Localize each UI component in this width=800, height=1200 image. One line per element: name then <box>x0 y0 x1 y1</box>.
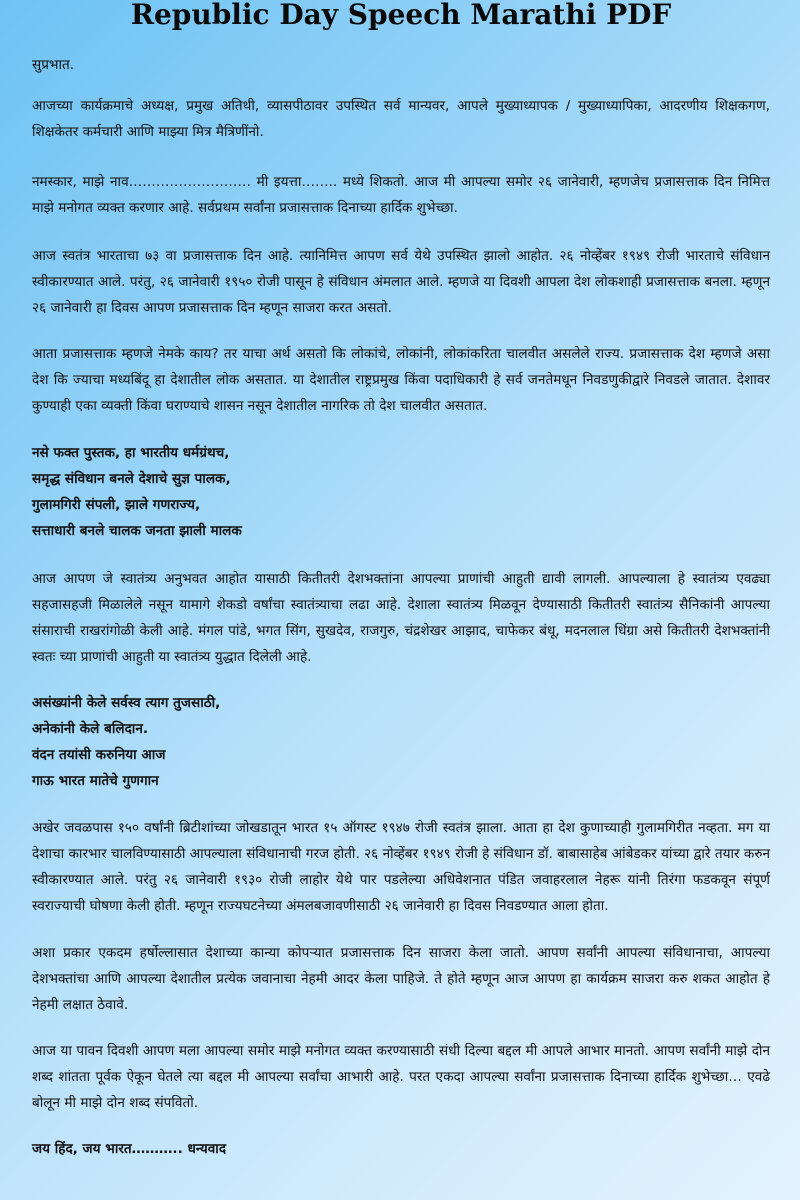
celebration-paragraph: अशा प्रकार एकदम हर्षोल्लासात देशाच्या कान्या कोपऱ्यात प्रजासत्ताक दिन साजरा केला जातो. आपण सर्वांनी आपल्या संविधानाचा, आपल्या देशभक्तांचा आणि आपल्या देशातील प्रत्येक जवानाचा नेहमी आदर केला पाहिजे. ते होते म्हणून आज आपण हा कार्यक्रम साजरा करु शकत आहोत हे नेहमी लक्षात ठेवावे. <box>32 945 770 1013</box>
page-title: Republic Day Speech Marathi PDF <box>130 0 672 31</box>
verse-constitution <box>32 440 770 544</box>
verse-line: समृद्ध संविधान बनले देशाचे सुज्ञ पालक, <box>32 471 231 487</box>
verse-sacrifice <box>32 690 770 794</box>
republic-day-paragraph: आज स्वतंत्र भारताचा ७३ वा प्रजासत्ताक दिन आहे. त्यानिमित्त आपण सर्व येथे उपस्थित झालो आहोत. २६ नोव्हेंबर १९४९ रोजी भारताचे संविधान स्वीकारण्यात आले. परंतु, २६ जानेवारी १९५० रोजी पासून हे संविधान अंमलात आले. म्हणजे या दिवशी आपला देश लोकशाही प्रजासत्ताक बनला. म्हणून २६ जानेवारी हा दिवस आपण प्रजासत्ताक दिन म्हणून साजरा करत असतो. <box>32 248 770 316</box>
republic-meaning-paragraph: आता प्रजासत्ताक म्हणजे नेमके काय? तर याचा अर्थ असतो कि लोकांचे, लोकांनी, लोकांकरिता चालवीत असलेले राज्य. प्रजासत्ताक देश म्हणजे असा देश कि ज्याचा मध्यबिंदू हा देशातील लोक असतात. या देशातील राष्ट्रप्रमुख किंवा पदाधिकारी हे सर्व जनतेमधून निवडणुकीद्वारे निवडले जातात. देशावर कुण्याही एका व्यक्ती किंवा घराण्याचे शासन नसून देशातील नागरिक तो देश चालवीत असतात. <box>32 346 770 414</box>
closing-text: जय हिंद, जय भारत……….. धन्यवाद <box>32 1141 227 1157</box>
thanks-paragraph: आज या पावन दिवशी आपण मला आपल्या समोर माझे मनोगत व्यक्त करण्यासाठी संधी दिल्या बद्दल मी आपले आभार मानतो. आपण सर्वांनी माझे दोन शब्द शांतता पूर्वक ऐकून घेतले त्या बद्दल मी आपल्या सर्वांचा आभारी आहे. परत एकदा आपल्या सर्वांना प्रजासत्ताक दिनाच्या हार्दिक शुभेच्छा… एवढे बोलून मी माझे दोन शब्द संपवितो. <box>32 1043 770 1111</box>
verse-line: अनेकांनी केले बलिदान. <box>32 721 149 737</box>
verse-line: वंदन तयांसी करुनिया आज <box>32 747 166 763</box>
verse-line: गुलामगिरी संपली, झाले गणराज्य, <box>32 497 201 513</box>
greeting: सुप्रभात. <box>32 57 75 73</box>
verse-line: गाऊ भारत मातेचे गुणगान <box>32 773 159 789</box>
verse-line: सत्ताधारी बनले चालक जनता झाली मालक <box>32 523 242 539</box>
closing-line <box>32 1136 770 1162</box>
introduction-paragraph: नमस्कार, माझे नाव……………………… मी इयत्ता…….. मध्ये शिकतो. आज मी आपल्या समोर २६ जानेवारी, म्हणजेच प्रजासत्ताक दिन निमित्त माझे मनोगत व्यक्त करणार आहे. सर्वप्रथम सर्वांना प्रजासत्ताक दिनाच्या हार्दिक शुभेच्छा. <box>32 174 770 216</box>
independence-paragraph: अखेर जवळपास १५० वर्षांनी ब्रिटीशांच्या जोखडातून भारत १५ ऑगस्ट १९४७ रोजी स्वतंत्र झाला. आता हा देश कुणाच्याही गुलामगिरीत नव्हता. मग या देशाचा कारभार चालविण्यासाठी आपल्याला संविधानाची गरज होती. २६ नोव्हेंबर १९४९ रोजी हे संविधान डॉ. बाबासाहेब आंबेडकर यांच्या द्वारे तयार करुन स्वीकारण्यात आले. परंतु २६ जानेवारी १९३० रोजी लाहोर येथे पार पडलेल्या अधिवेशनात पंडित जवाहरलाल नेहरू यांनी तिरंगा फडकवून संपूर्ण स्वराज्याची घोषणा केली होती. म्हणून राज्यघटनेच्या अंमलबजावणीसाठी २६ जानेवारी हा दिवस निवडण्यात आला होता. <box>32 820 770 914</box>
freedom-struggle-paragraph: आज आपण जे स्वातंत्र्य अनुभवत आहोत यासाठी कितीतरी देशभक्तांना आपल्या प्राणांची आहुती द्यावी लागली. आपल्याला हे स्वातंत्र्य एवढ्या सहजासहजी मिळालेले नसून यामागे शेकडो वर्षांचा स्वातंत्र्याचा लढा आहे. देशाला स्वातंत्र्य मिळवून देण्यासाठी कितीतरी स्वातंत्र्य सैनिकांनी आपल्या संसाराची राखरांगोळी केली आहे. मंगल पांडे, भगत सिंग, सुखदेव, राजगुरु, चंद्रशेखर आझाद, चाफेकर बंधू, मदनलाल धिंग्रा असे कितीतरी देशभक्तांनी स्वतः च्या प्राणांची आहुती या स्वातंत्र्य युद्धात दिलेली आहे. <box>32 571 770 665</box>
address-paragraph: आजच्या कार्यक्रमाचे अध्यक्ष, प्रमुख अतिथी, व्यासपीठावर उपस्थित सर्व मान्यवर, आपले मुख्याध्यापक / मुख्याध्यापिका, आदरणीय शिक्षकगण, शिक्षकेतर कर्मचारी आणि माझ्या मित्र मैत्रिणींनो. <box>32 98 770 140</box>
verse-line: नसे फक्त पुस्तक, हा भारतीय धर्मग्रंथच, <box>32 445 230 461</box>
verse-line: असंख्यांनी केले सर्वस्व त्याग तुजसाठी, <box>32 695 221 711</box>
